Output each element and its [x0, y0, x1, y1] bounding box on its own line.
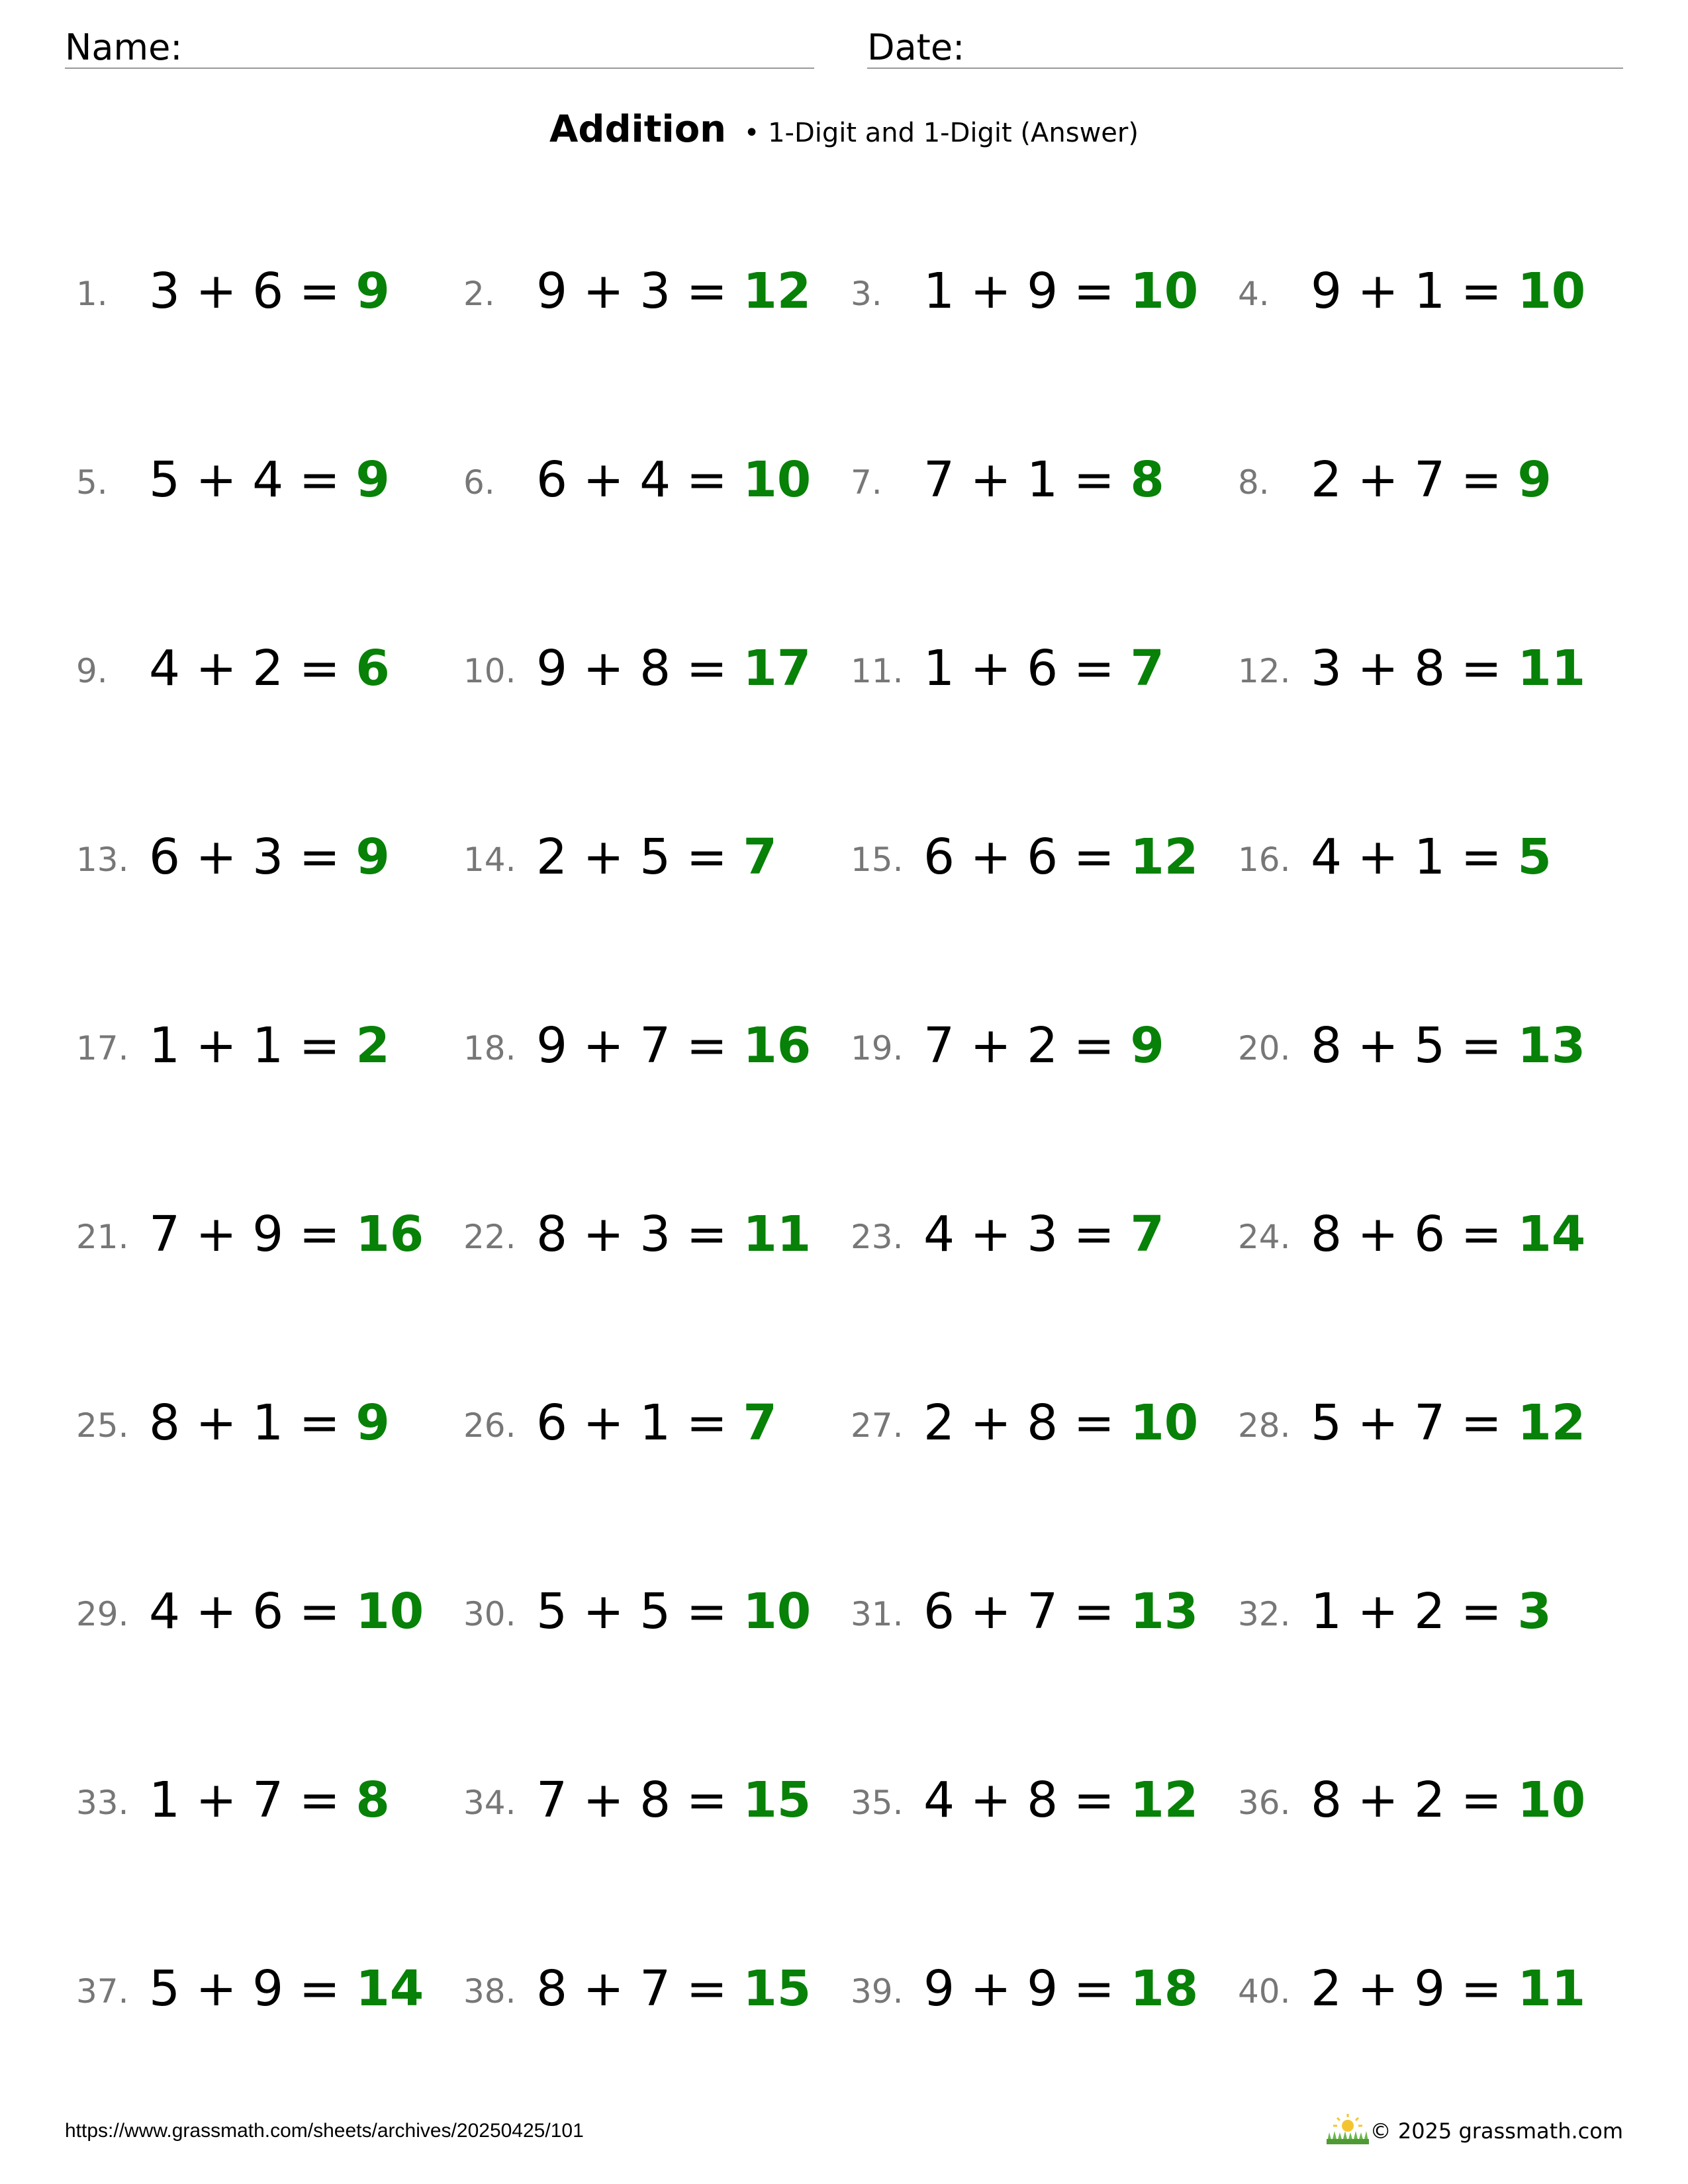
problem-number: 8. [1238, 463, 1270, 502]
addend-a: 4 [923, 1206, 955, 1263]
addend-a: 8 [536, 1206, 568, 1263]
problem-item [463, 824, 834, 890]
problem-equation: 4 + 2 = 6 [149, 640, 390, 697]
problem-equation: 9 + 9 = 18 [923, 1960, 1199, 2017]
addend-b: 7 [1414, 1394, 1446, 1451]
addend-b: 1 [1414, 829, 1446, 886]
addend-b: 7 [1414, 451, 1446, 508]
problem-item [76, 1201, 447, 1267]
problem-equation: 6 + 4 = 10 [536, 451, 812, 508]
addend-b: 2 [252, 640, 284, 697]
addend-a: 6 [923, 1583, 955, 1640]
answer: 9 [355, 263, 390, 320]
addend-b: 2 [1414, 1583, 1446, 1640]
problem-item [76, 1013, 447, 1079]
addend-a: 8 [149, 1394, 181, 1451]
addend-a: 6 [923, 829, 955, 886]
title-separator: • [743, 118, 760, 148]
problem-equation: 4 + 3 = 7 [923, 1206, 1164, 1263]
problem-equation: 5 + 4 = 9 [149, 451, 390, 508]
problem-equation: 2 + 7 = 9 [1311, 451, 1552, 508]
problem-item [851, 1390, 1221, 1456]
problem-item [1238, 1390, 1609, 1456]
answer: 10 [1130, 1394, 1199, 1451]
addend-b: 7 [639, 1017, 671, 1074]
addend-a: 8 [536, 1960, 568, 2017]
answer: 9 [1130, 1017, 1164, 1074]
answer: 3 [1517, 1583, 1552, 1640]
problem-item [463, 1767, 834, 1833]
problem-equation: 9 + 3 = 12 [536, 263, 812, 320]
answer: 9 [355, 829, 390, 886]
problem-equation: 6 + 7 = 13 [923, 1583, 1199, 1640]
addend-b: 9 [1414, 1960, 1446, 2017]
addend-a: 9 [1311, 263, 1342, 320]
addend-a: 5 [149, 1960, 181, 2017]
problem-equation: 5 + 9 = 14 [149, 1960, 424, 2017]
addend-a: 7 [923, 451, 955, 508]
problem-item [463, 258, 834, 324]
problem-equation: 8 + 3 = 11 [536, 1206, 812, 1263]
problem-number: 15. [851, 841, 904, 879]
problem-number: 40. [1238, 1972, 1291, 2011]
addend-a: 1 [149, 1772, 181, 1829]
problem-number: 31. [851, 1595, 904, 1633]
date-line [867, 68, 1623, 69]
problem-equation: 1 + 6 = 7 [923, 640, 1164, 697]
addend-a: 2 [1311, 1960, 1342, 2017]
answer: 10 [1517, 1772, 1586, 1829]
addend-a: 9 [536, 1017, 568, 1074]
problem-item [1238, 824, 1609, 890]
problem-number: 6. [463, 463, 495, 502]
addend-a: 4 [149, 1583, 181, 1640]
problem-number: 34. [463, 1784, 516, 1822]
problem-item [1238, 1201, 1609, 1267]
addend-a: 5 [1311, 1394, 1342, 1451]
problem-number: 23. [851, 1218, 904, 1256]
name-line [65, 68, 814, 69]
problem-equation: 9 + 8 = 17 [536, 640, 812, 697]
problem-item [1238, 1578, 1609, 1645]
problem-item [851, 635, 1221, 702]
answer: 11 [743, 1206, 812, 1263]
addend-a: 6 [536, 1394, 568, 1451]
problem-equation: 8 + 1 = 9 [149, 1394, 390, 1451]
problem-item [1238, 1767, 1609, 1833]
problem-equation: 2 + 5 = 7 [536, 829, 777, 886]
footer-copyright: © 2025 grassmath.com [1370, 2118, 1623, 2144]
answer: 7 [743, 1394, 777, 1451]
addend-b: 4 [252, 451, 284, 508]
problem-equation: 4 + 6 = 10 [149, 1583, 424, 1640]
addend-a: 1 [149, 1017, 181, 1074]
problem-number: 19. [851, 1029, 904, 1068]
addend-a: 7 [149, 1206, 181, 1263]
addend-a: 1 [923, 263, 955, 320]
problem-number: 9. [76, 652, 108, 690]
answer: 7 [1130, 1206, 1164, 1263]
answer: 7 [743, 829, 777, 886]
addend-b: 9 [1027, 1960, 1058, 2017]
addend-b: 3 [639, 1206, 671, 1263]
problem-item [851, 258, 1221, 324]
answer: 15 [743, 1772, 812, 1829]
problem-item [851, 824, 1221, 890]
answer: 9 [355, 451, 390, 508]
title-main: Addition [549, 108, 727, 151]
problem-equation: 5 + 5 = 10 [536, 1583, 812, 1640]
answer: 14 [1517, 1206, 1586, 1263]
addend-b: 8 [1027, 1772, 1058, 1829]
problem-item [76, 1767, 447, 1833]
problem-number: 16. [1238, 841, 1291, 879]
addend-a: 8 [1311, 1206, 1342, 1263]
problem-number: 30. [463, 1595, 516, 1633]
grass-sun-logo-icon [1324, 2113, 1372, 2146]
problem-item [76, 1390, 447, 1456]
problem-equation: 2 + 9 = 11 [1311, 1960, 1586, 2017]
problem-item [463, 1201, 834, 1267]
answer: 5 [1517, 829, 1552, 886]
addend-a: 6 [149, 829, 181, 886]
addend-a: 9 [536, 640, 568, 697]
problem-number: 3. [851, 275, 882, 313]
addend-b: 9 [1027, 263, 1058, 320]
addend-b: 1 [1027, 451, 1058, 508]
problem-number: 28. [1238, 1406, 1291, 1445]
problem-item [851, 1956, 1221, 2022]
problem-equation: 1 + 2 = 3 [1311, 1583, 1552, 1640]
addend-b: 4 [639, 451, 671, 508]
addend-b: 8 [639, 640, 671, 697]
problem-number: 12. [1238, 652, 1291, 690]
addend-b: 1 [1414, 263, 1446, 320]
problem-number: 37. [76, 1972, 129, 2011]
problem-item [851, 1578, 1221, 1645]
problem-number: 18. [463, 1029, 516, 1068]
problem-equation: 6 + 3 = 9 [149, 829, 390, 886]
problem-number: 25. [76, 1406, 129, 1445]
problem-equation: 5 + 7 = 12 [1311, 1394, 1586, 1451]
addend-a: 4 [923, 1772, 955, 1829]
addend-b: 8 [1027, 1394, 1058, 1451]
problem-number: 36. [1238, 1784, 1291, 1822]
problem-number: 32. [1238, 1595, 1291, 1633]
addend-a: 5 [149, 451, 181, 508]
problem-equation: 7 + 9 = 16 [149, 1206, 424, 1263]
answer: 10 [1130, 263, 1199, 320]
addend-a: 1 [1311, 1583, 1342, 1640]
answer: 11 [1517, 640, 1586, 697]
problem-number: 4. [1238, 275, 1270, 313]
problem-item [463, 1390, 834, 1456]
problem-item [1238, 1013, 1609, 1079]
problem-equation: 8 + 5 = 13 [1311, 1017, 1586, 1074]
title-subtitle: 1-Digit and 1-Digit (Answer) [768, 118, 1139, 148]
problem-item [76, 447, 447, 513]
addend-b: 2 [1027, 1017, 1058, 1074]
addend-a: 6 [536, 451, 568, 508]
addend-a: 7 [923, 1017, 955, 1074]
answer: 13 [1517, 1017, 1586, 1074]
problem-item [76, 1956, 447, 2022]
problem-equation: 1 + 7 = 8 [149, 1772, 390, 1829]
addend-b: 9 [252, 1206, 284, 1263]
problem-number: 27. [851, 1406, 904, 1445]
addend-a: 8 [1311, 1017, 1342, 1074]
answer: 14 [355, 1960, 424, 2017]
addend-b: 2 [1414, 1772, 1446, 1829]
addend-a: 2 [923, 1394, 955, 1451]
problem-number: 33. [76, 1784, 129, 1822]
addend-a: 8 [1311, 1772, 1342, 1829]
problem-equation: 6 + 6 = 12 [923, 829, 1199, 886]
problem-number: 21. [76, 1218, 129, 1256]
problem-item [851, 1767, 1221, 1833]
problem-number: 38. [463, 1972, 516, 2011]
addend-a: 7 [536, 1772, 568, 1829]
name-label: Name: [65, 26, 183, 68]
addend-b: 1 [252, 1394, 284, 1451]
problem-equation: 7 + 2 = 9 [923, 1017, 1164, 1074]
answer: 2 [355, 1017, 390, 1074]
problem-equation: 6 + 1 = 7 [536, 1394, 777, 1451]
addend-b: 6 [1414, 1206, 1446, 1263]
addend-b: 6 [1027, 640, 1058, 697]
problem-number: 2. [463, 275, 495, 313]
problem-equation: 1 + 9 = 10 [923, 263, 1199, 320]
problem-equation: 4 + 1 = 5 [1311, 829, 1552, 886]
problem-number: 26. [463, 1406, 516, 1445]
answer: 10 [743, 451, 812, 508]
addend-b: 6 [252, 263, 284, 320]
addend-a: 5 [536, 1583, 568, 1640]
worksheet-title [0, 106, 1688, 157]
addend-b: 7 [252, 1772, 284, 1829]
addend-a: 2 [536, 829, 568, 886]
addend-b: 6 [1027, 829, 1058, 886]
answer: 12 [743, 263, 812, 320]
problem-equation: 8 + 2 = 10 [1311, 1772, 1586, 1829]
problem-equation: 9 + 1 = 10 [1311, 263, 1586, 320]
addend-b: 5 [639, 829, 671, 886]
problem-number: 17. [76, 1029, 129, 1068]
problem-equation: 9 + 7 = 16 [536, 1017, 812, 1074]
addend-b: 3 [1027, 1206, 1058, 1263]
problem-number: 35. [851, 1784, 904, 1822]
problem-equation: 1 + 1 = 2 [149, 1017, 390, 1074]
problem-number: 5. [76, 463, 108, 502]
answer: 6 [355, 640, 390, 697]
answer: 17 [743, 640, 812, 697]
problem-number: 22. [463, 1218, 516, 1256]
addend-b: 8 [639, 1772, 671, 1829]
problem-item [1238, 1956, 1609, 2022]
answer: 12 [1517, 1394, 1586, 1451]
problem-equation: 7 + 1 = 8 [923, 451, 1164, 508]
answer: 8 [355, 1772, 390, 1829]
addend-b: 9 [252, 1960, 284, 2017]
answer: 18 [1130, 1960, 1199, 2017]
problem-item [1238, 447, 1609, 513]
problem-equation: 3 + 6 = 9 [149, 263, 390, 320]
problem-number: 11. [851, 652, 904, 690]
addend-b: 1 [252, 1017, 284, 1074]
answer: 7 [1130, 640, 1164, 697]
answer: 9 [1517, 451, 1552, 508]
problem-item [851, 1013, 1221, 1079]
answer: 11 [1517, 1960, 1586, 2017]
addend-b: 5 [1414, 1017, 1446, 1074]
problem-item [76, 1578, 447, 1645]
problem-equation: 2 + 8 = 10 [923, 1394, 1199, 1451]
addend-b: 6 [252, 1583, 284, 1640]
footer-url: https://www.grassmath.com/sheets/archives/20250425/101 [65, 2120, 584, 2142]
problem-equation: 8 + 7 = 15 [536, 1960, 812, 2017]
problem-number: 39. [851, 1972, 904, 2011]
answer: 10 [1517, 263, 1586, 320]
problem-number: 7. [851, 463, 882, 502]
problem-item [76, 258, 447, 324]
problem-item [851, 1201, 1221, 1267]
problem-equation: 8 + 6 = 14 [1311, 1206, 1586, 1263]
problem-item [851, 447, 1221, 513]
addend-a: 4 [1311, 829, 1342, 886]
problem-number: 24. [1238, 1218, 1291, 1256]
problem-item [463, 1013, 834, 1079]
problem-item [76, 635, 447, 702]
problem-item [463, 447, 834, 513]
answer: 13 [1130, 1583, 1199, 1640]
answer: 10 [743, 1583, 812, 1640]
answer: 8 [1130, 451, 1164, 508]
problem-number: 1. [76, 275, 108, 313]
addend-a: 4 [149, 640, 181, 697]
answer: 15 [743, 1960, 812, 2017]
addend-b: 7 [639, 1960, 671, 2017]
answer: 16 [355, 1206, 424, 1263]
answer: 12 [1130, 829, 1199, 886]
addend-b: 3 [252, 829, 284, 886]
addend-b: 7 [1027, 1583, 1058, 1640]
problem-number: 10. [463, 652, 516, 690]
addend-b: 3 [639, 263, 671, 320]
date-label: Date: [867, 26, 965, 68]
addend-b: 8 [1414, 640, 1446, 697]
addend-b: 1 [639, 1394, 671, 1451]
problem-item [463, 635, 834, 702]
answer: 16 [743, 1017, 812, 1074]
answer: 10 [355, 1583, 424, 1640]
answer: 9 [355, 1394, 390, 1451]
addend-a: 3 [1311, 640, 1342, 697]
problem-number: 13. [76, 841, 129, 879]
problem-equation: 7 + 8 = 15 [536, 1772, 812, 1829]
problem-item [1238, 258, 1609, 324]
addend-a: 1 [923, 640, 955, 697]
problem-item [463, 1578, 834, 1645]
problem-item [463, 1956, 834, 2022]
addend-a: 3 [149, 263, 181, 320]
addend-a: 9 [536, 263, 568, 320]
problem-number: 14. [463, 841, 516, 879]
problem-equation: 4 + 8 = 12 [923, 1772, 1199, 1829]
problem-number: 20. [1238, 1029, 1291, 1068]
addend-b: 5 [639, 1583, 671, 1640]
addend-a: 9 [923, 1960, 955, 2017]
problem-item [76, 824, 447, 890]
problem-equation: 3 + 8 = 11 [1311, 640, 1586, 697]
problem-item [1238, 635, 1609, 702]
problem-number: 29. [76, 1595, 129, 1633]
addend-a: 2 [1311, 451, 1342, 508]
answer: 12 [1130, 1772, 1199, 1829]
